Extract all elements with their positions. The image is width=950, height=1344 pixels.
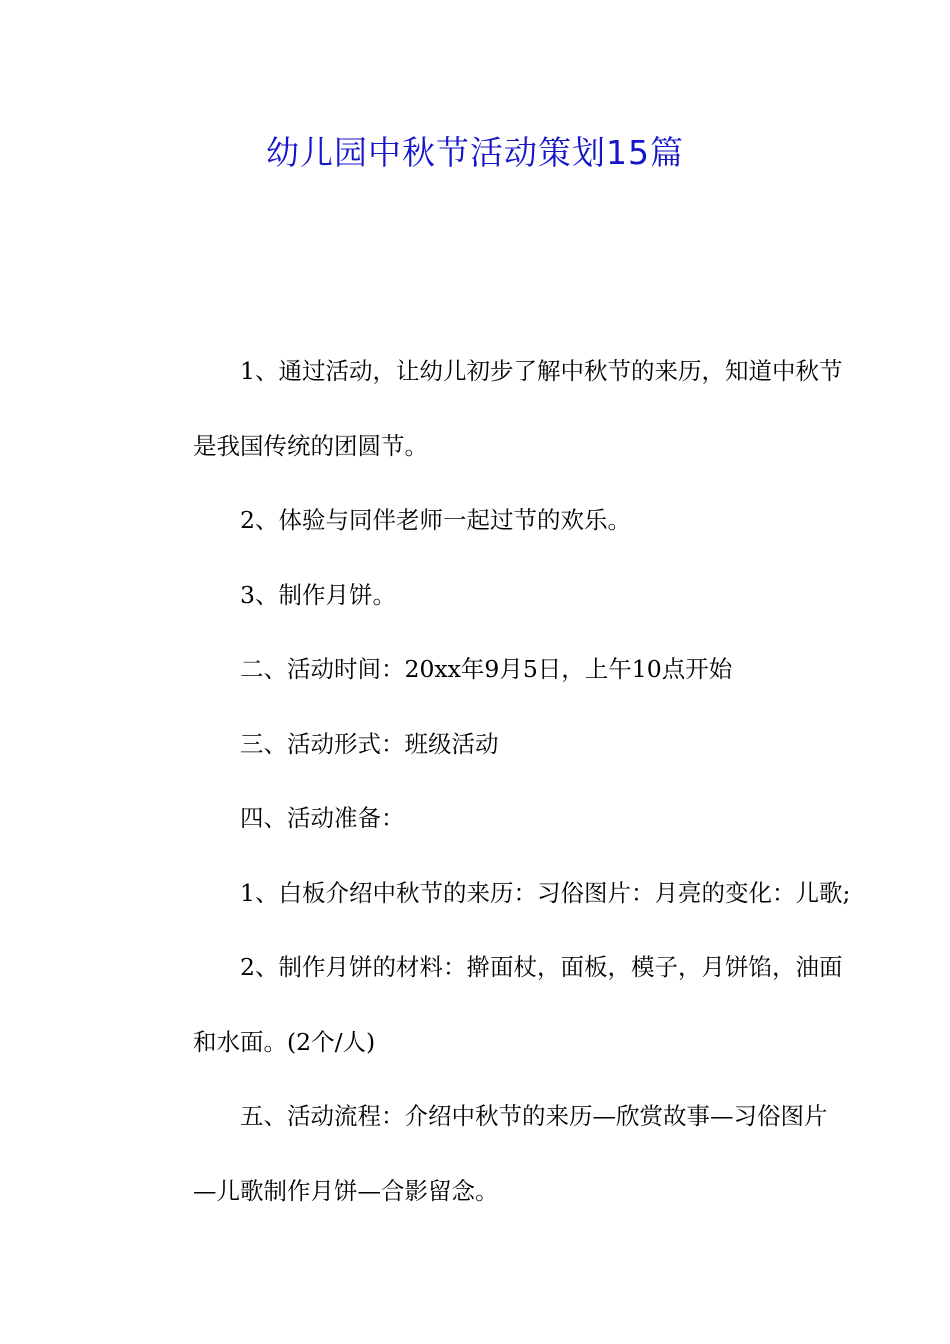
text-line: 2、制作月饼的材料：擀面杖，面板，模子，月饼馅，油面 (240, 953, 843, 981)
paragraph-prep-1 (146, 856, 851, 931)
text-line: 三、活动形式：班级活动 (240, 729, 499, 758)
text-line: 2、体验与同伴老师一起过节的欢乐。 (240, 506, 631, 534)
paragraph-activity-form (146, 707, 814, 782)
text-line: 二、活动时间：20xx年9月5日，上午10点开始 (240, 655, 733, 683)
text-line: 五、活动流程：介绍中秋节的来历—欣赏故事—习俗图片 (240, 1102, 828, 1130)
text-line: 1、白板介绍中秋节的来历：习俗图片：月亮的变化：儿歌; (240, 878, 851, 907)
paragraph-goal-1 (146, 334, 843, 483)
text-line: —儿歌制作月饼—合影留念。 (193, 1176, 499, 1205)
text-line: 和水面。(2个/人) (193, 1027, 376, 1056)
document-body (146, 334, 851, 1228)
paragraph-goal-2 (146, 483, 814, 558)
paragraph-activity-flow (146, 1079, 828, 1228)
paragraph-activity-prep-heading (146, 781, 814, 856)
text-line: 1、通过活动，让幼儿初步了解中秋节的来历，知道中秋节 (240, 357, 843, 385)
text-line: 四、活动准备： (240, 804, 405, 832)
text-line: 3、制作月饼。 (240, 580, 396, 609)
paragraph-prep-2 (146, 930, 843, 1079)
text-line: 是我国传统的团圆节。 (193, 431, 428, 460)
document-title: 幼儿园中秋节活动策划15篇 (266, 133, 684, 172)
paragraph-goal-3 (146, 558, 814, 633)
paragraph-activity-time (146, 632, 814, 707)
